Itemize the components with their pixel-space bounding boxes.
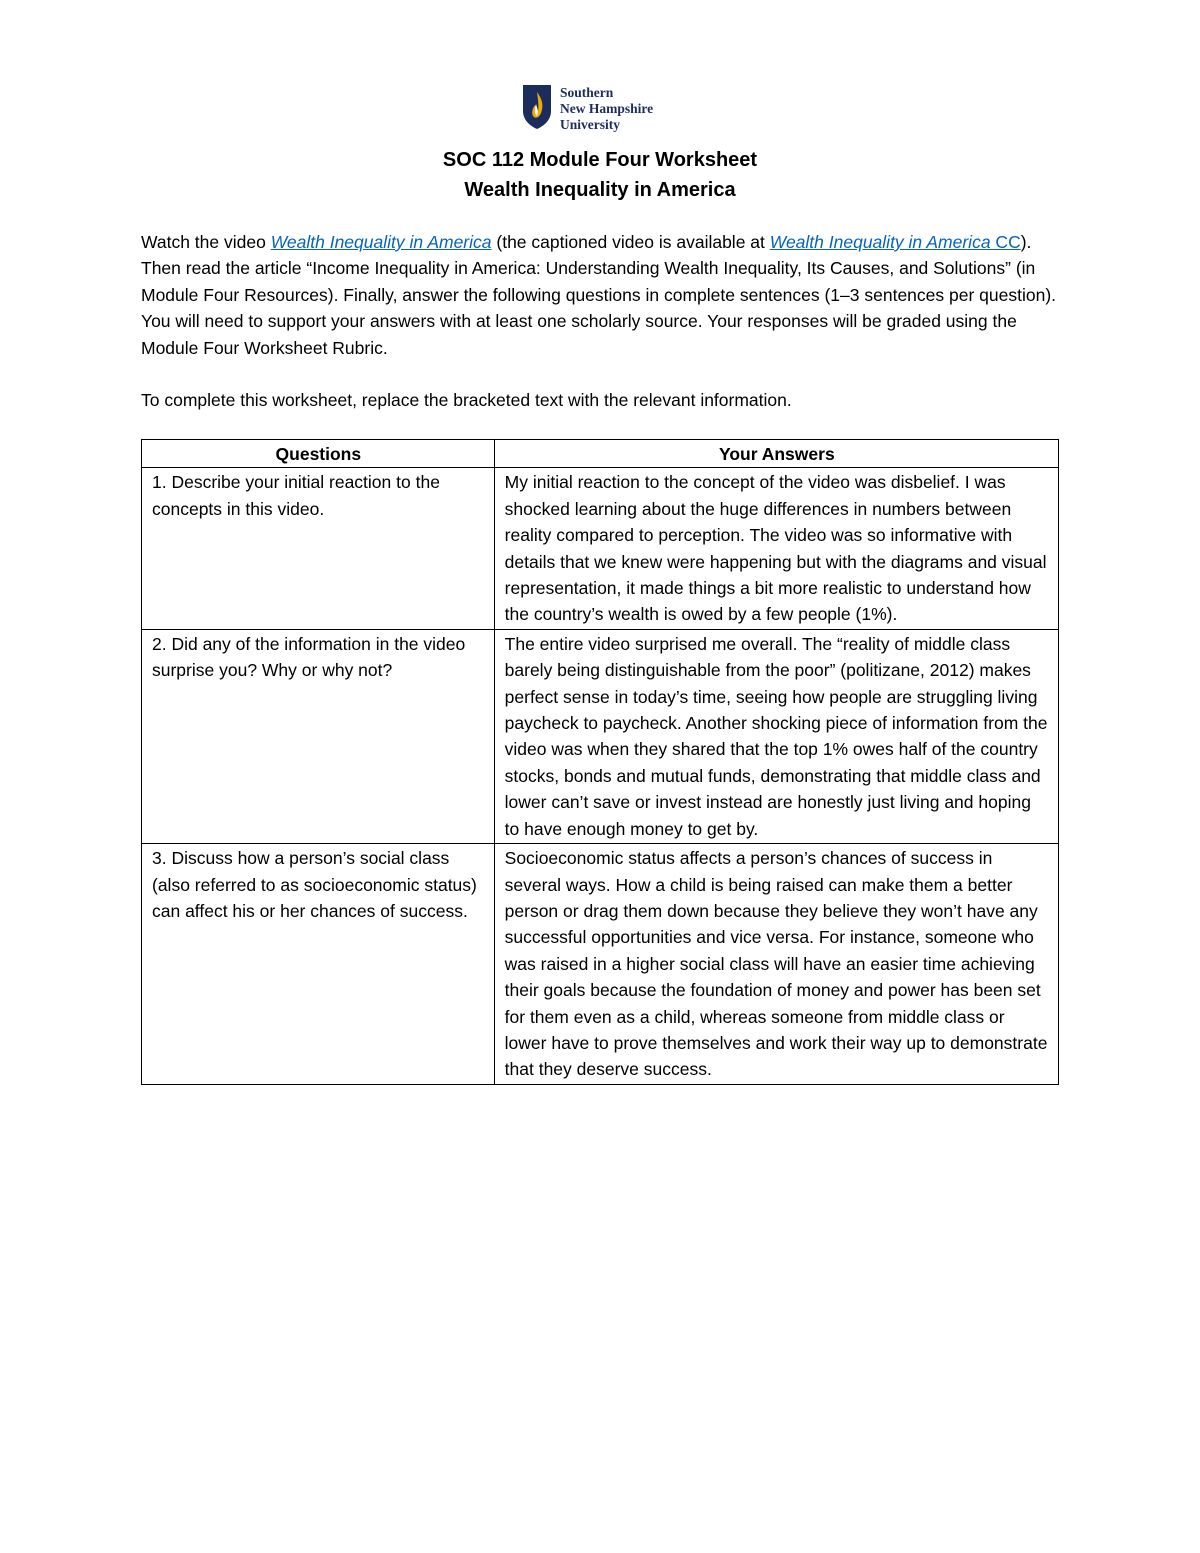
logo-line-3: University [560,117,620,132]
instruction-text: To complete this worksheet, replace the bracketed text with the relevant information. [141,390,792,410]
captioned-video-link[interactable] [770,232,1021,252]
answers-header: Your Answers [494,440,1058,468]
question-cell: 1. Describe your initial reaction to the concepts in this video. [142,468,495,629]
captioned-video-link-title[interactable]: Wealth Inequality in America [769,232,991,252]
logo-wordmark [560,85,653,133]
captioned-video-link-cc[interactable]: CC [990,232,1021,252]
answer-cell[interactable]: My initial reaction to the concept of the video was disbelief. I was shocked learning about the huge differences in numbers between reality compared to perception. The video was so informative with details that we knew were happening but with the diagrams and visual representation, it made things a bit more realistic to understand how the country’s wealth is owed by a few people (1%). [494,468,1058,629]
table-row [142,468,1059,629]
table-row [142,629,1059,843]
intro-paragraph [141,229,1061,361]
document-subtitle: Wealth Inequality in America [464,179,736,201]
intro-text-3: ). Then read the article “Income Inequality in America: Understanding Wealth Inequality, Its Causes, and Solutions” (in Module Four Resources). Finally, answer the following questions in complete sentences (1–3 sentences per question). You will need to support your answers with at least one scholarly source. Your responses will be graded using the Module Four Worksheet Rubric. [141,232,1057,358]
logo-line-1: Southern [560,85,614,100]
table-header-row [142,440,1059,468]
answer-cell[interactable]: The entire video surprised me overall. The “reality of middle class barely being distinguishable from the poor” (politizane, 2012) makes perfect sense in today’s time, seeing how people are struggling living paycheck to paycheck. Another shocking piece of information from the video was when they shared that the top 1% owes half of the country stocks, bonds and mutual funds, demonstrating that middle class and lower can’t save or invest instead are honestly just living and hoping to have enough money to get by. [494,629,1058,843]
table-row [142,844,1059,1085]
document-title-block [0,145,1200,205]
questions-header: Questions [142,440,495,468]
document-title: SOC 112 Module Four Worksheet [442,149,758,171]
video-link[interactable]: Wealth Inequality in America [270,232,492,252]
shield-flame-icon [522,84,552,130]
intro-text-2: (the captioned video is available at [491,232,770,252]
university-logo [522,84,653,133]
question-cell: 3. Discuss how a person’s social class (also referred to as socioeconomic status) can affect his or her chances of success. [142,844,495,1085]
question-cell: 2. Did any of the information in the video surprise you? Why or why not? [142,629,495,843]
answer-cell[interactable]: Socioeconomic status affects a person’s chances of success in several ways. How a child is being raised can make them a better person or drag them down because they believe they won’t have any successful opportunities and vice versa. For instance, someone who was raised in a higher social class will have an easier time achieving their goals because the foundation of money and power has been set for them even as a child, whereas someone from middle class or lower have to prove themselves and work their way up to demonstrate that they deserve success. [494,844,1058,1085]
logo-line-2: New Hampshire [560,101,654,116]
intro-text-1: Watch the video [141,232,271,252]
worksheet-table [141,439,1059,1085]
